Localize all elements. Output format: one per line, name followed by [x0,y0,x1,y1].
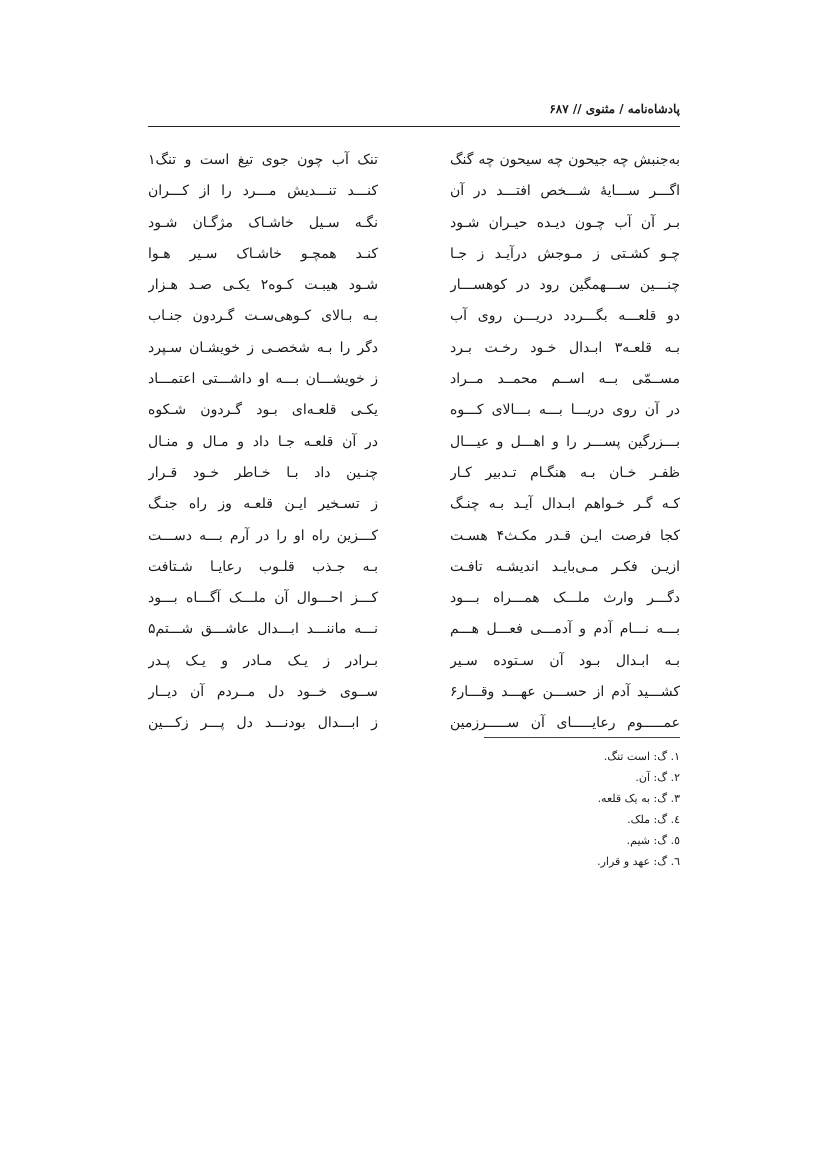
verse-line [148,619,680,650]
hemistich-first: به‌جنبش چه جیحون چه سیحون چه گنگ [450,152,680,168]
page-header [148,100,680,127]
verse-line [148,651,680,682]
verse-line [148,275,680,306]
hemistich-first: بـه ابـدال بـود آن سـتوده سـیر [450,652,680,669]
footnote-item: ٦. گ: عهد و قرار. [597,855,680,868]
footnote-item: ۲. گ: آن. [635,771,680,784]
hemistich-second: کنـــد تنـــدیش مـــرد را از کـــران [148,183,378,200]
hemistich-first: چـو کشـتی ز مـوجش درآیـد ز جـا [450,245,680,262]
hemistich-first: اگـــر ســـایهٔ شـــخص افتـــد در آن [450,183,680,200]
hemistich-first: ازیـن فکـر مـی‌بایـد اندیشـه تافـت [450,558,680,575]
hemistich-first: بـــزرگین پســـر را و اهـــل و عیـــال [450,433,680,450]
hemistich-first: بـــه نـــام آدم و آدمـــی فعـــل هـــم [450,621,680,638]
hemistich-second: ز تسـخیر ایـن قلعـه وز راه جنـگ [148,496,378,513]
hemistich-second: در آن قلعـه جـا داد و مـال و منـال [148,433,378,450]
verse-line [148,181,680,212]
hemistich-first: عمـــــوم رعایـــــای آن ســـــرزمین [450,715,680,732]
hemistich-first: کجا فرصت ایـن قـدر مکـث۴ هسـت [450,527,680,544]
hemistich-second: دگر را بـه شخصـی ز خویشـان سـپرد [148,339,378,356]
hemistich-first: مســمّی بــه اســم محمــد مــراد [450,371,680,388]
verse-line [148,463,680,494]
hemistich-second: کنـد همچـو خاشـاک سـیر هـوا [148,245,378,262]
verse-line [148,369,680,400]
verse-line [148,213,680,244]
hemistich-second: بـرادر ز یـک مـادر و یـک پـدر [148,652,378,669]
footnotes [440,746,680,872]
hemistich-second: ز ابـــدال بودنـــد دل پـــر زکـــین [148,715,378,732]
verse-line [148,432,680,463]
footnote-item: ۱. گ: است تنگ. [603,750,680,763]
hemistich-second: ســوی خــود دل مــردم آن دیــار [148,684,378,701]
verse-line [148,682,680,713]
footnote-item: ۳. گ: به یک قلعه. [597,792,680,805]
hemistich-second: ز خویشـــان بـــه او داشـــتی اعتمـــاد [148,371,378,388]
hemistich-second: بـه جـذب قلـوب رعایـا شـتافت [148,558,378,575]
hemistich-first: کـه گـر خـواهم ابـدال آیـد بـه چنـگ [450,496,680,513]
hemistich-first: بـه قلعـه۳ ابـدال خـود رخـت بـرد [450,339,680,356]
hemistich-first: بـر آن آب چـون دیـده حیـران شـود [450,214,680,231]
verse-line [148,244,680,275]
footnote-item: ٤. گ: ملک. [627,813,680,826]
verse-line [148,150,680,181]
hemistich-second: بـه بـالای کـوهی‌سـت گـردون جنـاب [148,308,378,325]
verse-line [148,306,680,337]
hemistich-second: یکـی قلعـه‌ای بـود گـردون شـکوه [148,402,378,419]
hemistich-second: چنـین داد بـا خـاطر خـود قـرار [148,464,378,481]
verse-line [148,338,680,369]
hemistich-second: کـــزین راه او را در آرم بـــه دســـت [148,527,378,544]
hemistich-first: کشـــید آدم از حســـن عهـــد وقـــار۶ [450,684,680,701]
hemistich-second: شـود هیبـت کـوه۲ یکـی صـد هـزار [148,277,378,294]
verse-line [148,713,680,744]
verse-line [148,557,680,588]
verse-line [148,400,680,431]
footnote-item: ٥. گ: شیم. [626,834,680,847]
hemistich-second: نگـه سـیل خاشـاک مژگـان شـود [148,214,378,231]
hemistich-first: دو قلعـــه بگـــردد دریـــن روی آب [450,308,680,325]
verse-line [148,526,680,557]
hemistich-first: در آن روی دریـــا بـــه بـــالای کـــوه [450,402,680,419]
verse-line [148,588,680,619]
hemistich-first: چنـــین ســـهمگین رود در کوهســـار [450,277,680,294]
hemistich-second: نـــه ماننـــد ابـــدال عاشـــق شـــتم۵ [148,621,378,638]
hemistich-first: دگـــر وارث ملـــک همـــراه بـــود [450,590,680,607]
verse-line [148,494,680,525]
footnote-divider [484,737,680,738]
running-title: پادشاه‌نامه / مثنوی // ۶۸۷ [549,102,680,116]
hemistich-second: کـــز احـــوال آن ملـــک آگـــاه بـــود [148,590,378,607]
poem-body [148,150,680,745]
hemistich-first: ظفـر خـان بـه هنگـام تـدبیر کـار [450,464,680,481]
hemistich-second: تنک آب چون جوی تیغ است و تنگ۱ [148,152,378,168]
